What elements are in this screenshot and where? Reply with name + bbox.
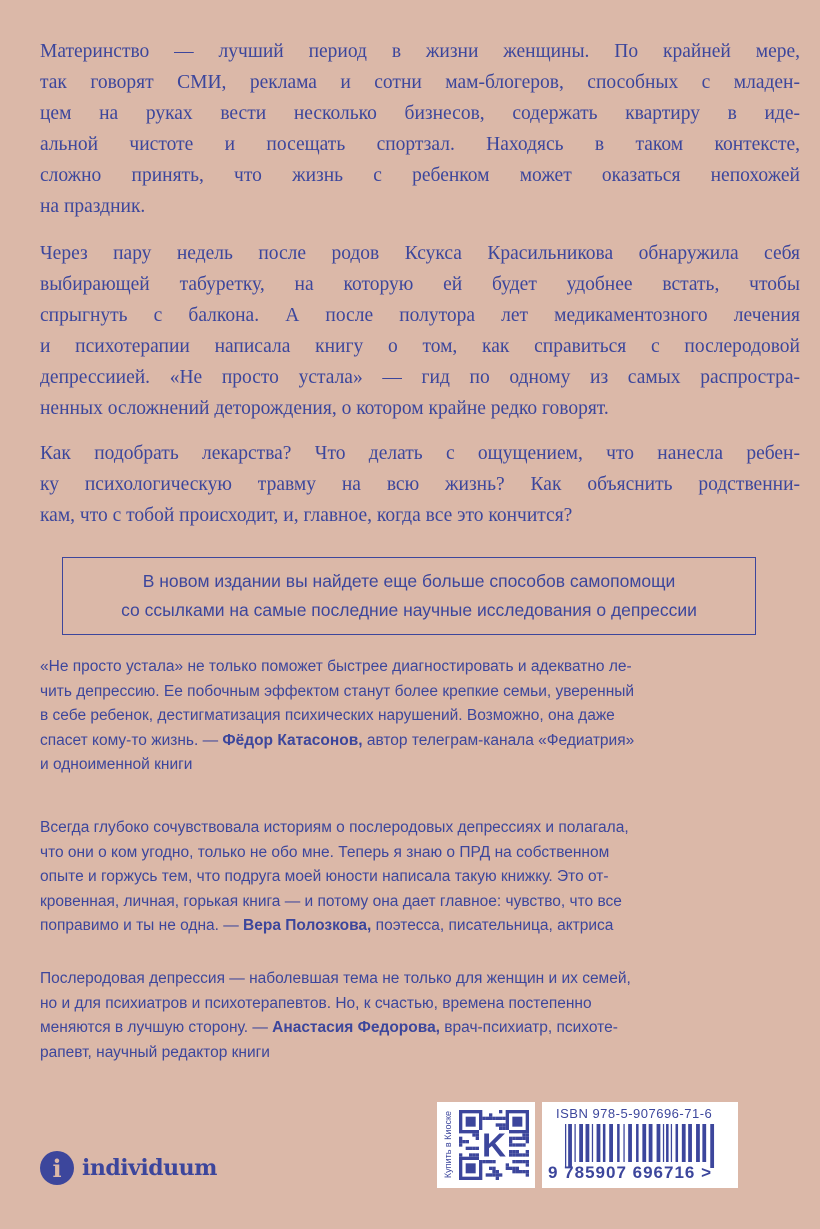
paragraph-line: Через пару недель после родов Ксукса Красильникова обнаружила себя xyxy=(40,243,800,264)
publisher-name: individuum xyxy=(82,1155,217,1181)
paragraph-line: Материнство — лучший период в жизни женщины. По крайней мере, xyxy=(40,41,800,62)
callout-line: со ссылками на самые последние научные исследования о депрессии xyxy=(121,600,697,620)
quote-line: в себе ребенок, дестигматизация психических нарушений. Возможно, она даже xyxy=(40,707,615,724)
quote-text: спасет кому-то жизнь. — xyxy=(40,731,223,749)
barcode-number: 9 785907 696716 > xyxy=(548,1163,713,1182)
paragraph-line: ненных осложнений деторождения, о котором крайне редко говорят. xyxy=(40,398,609,419)
quote-line: кровенная, личная, горькая книга — и потому она дает главное: чувство, что все xyxy=(40,892,622,910)
quote-line: что они о ком угодно, только не обо мне. Теперь я знаю о ПРД на собственном xyxy=(40,843,610,861)
paragraph-line: выбирающей табуретку, на которую ей будет удобнее встать, чтобы xyxy=(40,274,800,295)
quote-attribution-line xyxy=(40,1016,800,1041)
review-quote-fedorova xyxy=(40,967,800,1065)
quote-author-role: поэтесса, писательница, актриса xyxy=(371,917,614,934)
qr-label: Купить в Киоске xyxy=(443,1111,453,1179)
paragraph-line: депрессиией. «Не просто устала» — гид по одному из самых распростра- xyxy=(40,367,800,388)
intro-paragraph-1 xyxy=(40,36,800,222)
quote-author: Фёдор Катасонов, xyxy=(222,731,363,749)
isbn-label: ISBN 978-5-907696-71-6 xyxy=(556,1106,713,1121)
quote-line: опыте и горжусь тем, что подруга моей юности написала такую книжку. Это от- xyxy=(40,868,609,885)
quote-line: «Не просто устала» не только поможет быстрее диагностировать и адекватно ле- xyxy=(40,658,632,675)
review-quote-katasonov xyxy=(40,655,800,778)
qr-code-icon xyxy=(459,1110,529,1180)
barcode-icon xyxy=(565,1124,715,1168)
callout-line: В новом издании вы найдете еще больше способов самопомощи xyxy=(142,571,676,591)
quote-line: Послеродовая депрессия — наболевшая тема не только для женщин и их семей, xyxy=(40,970,631,987)
paragraph-line: на праздник. xyxy=(40,196,146,217)
quote-author: Анастасия Федорова, xyxy=(272,1019,440,1036)
paragraph-line: кам, что с тобой происходит, и, главное, когда все это кончится? xyxy=(40,505,573,526)
paragraph-line: и психотерапии написала книгу о том, как справиться с послеродовой xyxy=(40,336,800,357)
paragraph-line: ку психологическую травму на всю жизнь? Как объяснить родственни- xyxy=(40,474,800,495)
paragraph-line: спрыгнуть с балкона. А после полутора лет медикаментозного лечения xyxy=(40,305,800,326)
publisher-logo-icon: i xyxy=(40,1151,74,1185)
paragraph-line: так говорят СМИ, реклама и сотни мам-блогеров, способных с младен- xyxy=(40,72,800,93)
quote-text: меняются в лучшую сторону. — xyxy=(40,1019,273,1036)
paragraph-line: Как подобрать лекарства? Что делать с ощущением, что нанесла ребен- xyxy=(40,443,800,464)
svg-text:K: K xyxy=(481,1127,507,1165)
quote-author-role: автор телеграм-канала «Федиатрия» xyxy=(362,731,635,749)
quote-attribution-line xyxy=(40,729,800,754)
intro-paragraph-2 xyxy=(40,238,800,424)
quote-author-role: врач-психиатр, психоте- xyxy=(440,1019,618,1036)
publisher-logo xyxy=(40,1151,217,1185)
quote-line: рапевт, научный редактор книги xyxy=(40,1043,270,1061)
quote-line: Всегда глубоко сочувствовала историям о послеродовых депрессиях и полагала, xyxy=(40,819,629,836)
quote-author: Вера Полозкова, xyxy=(243,917,372,934)
isbn-barcode-block xyxy=(542,1102,738,1188)
quote-line: но и для психиатров и психотерапевтов. Но, к счастью, времена постепенно xyxy=(40,994,592,1012)
new-edition-callout xyxy=(62,557,756,635)
paragraph-line: цем на руках вести несколько бизнесов, содержать квартиру в иде- xyxy=(40,103,800,124)
paragraph-line: альной чистоте и посещать спортзал. Находясь в таком контексте, xyxy=(40,134,800,155)
quote-text: поправимо и ты не одна. — xyxy=(40,917,244,934)
quote-line: чить депрессию. Ее побочным эффектом станут более крепкие семьи, уверенный xyxy=(40,682,635,700)
paragraph-line: сложно принять, что жизнь с ребенком может оказаться непохожей xyxy=(40,165,800,186)
quote-attribution-line xyxy=(40,914,800,939)
quote-line: и одноименной книги xyxy=(40,756,193,773)
intro-paragraph-3 xyxy=(40,438,800,531)
qr-code-block xyxy=(437,1102,535,1188)
review-quote-polozkova xyxy=(40,816,800,939)
